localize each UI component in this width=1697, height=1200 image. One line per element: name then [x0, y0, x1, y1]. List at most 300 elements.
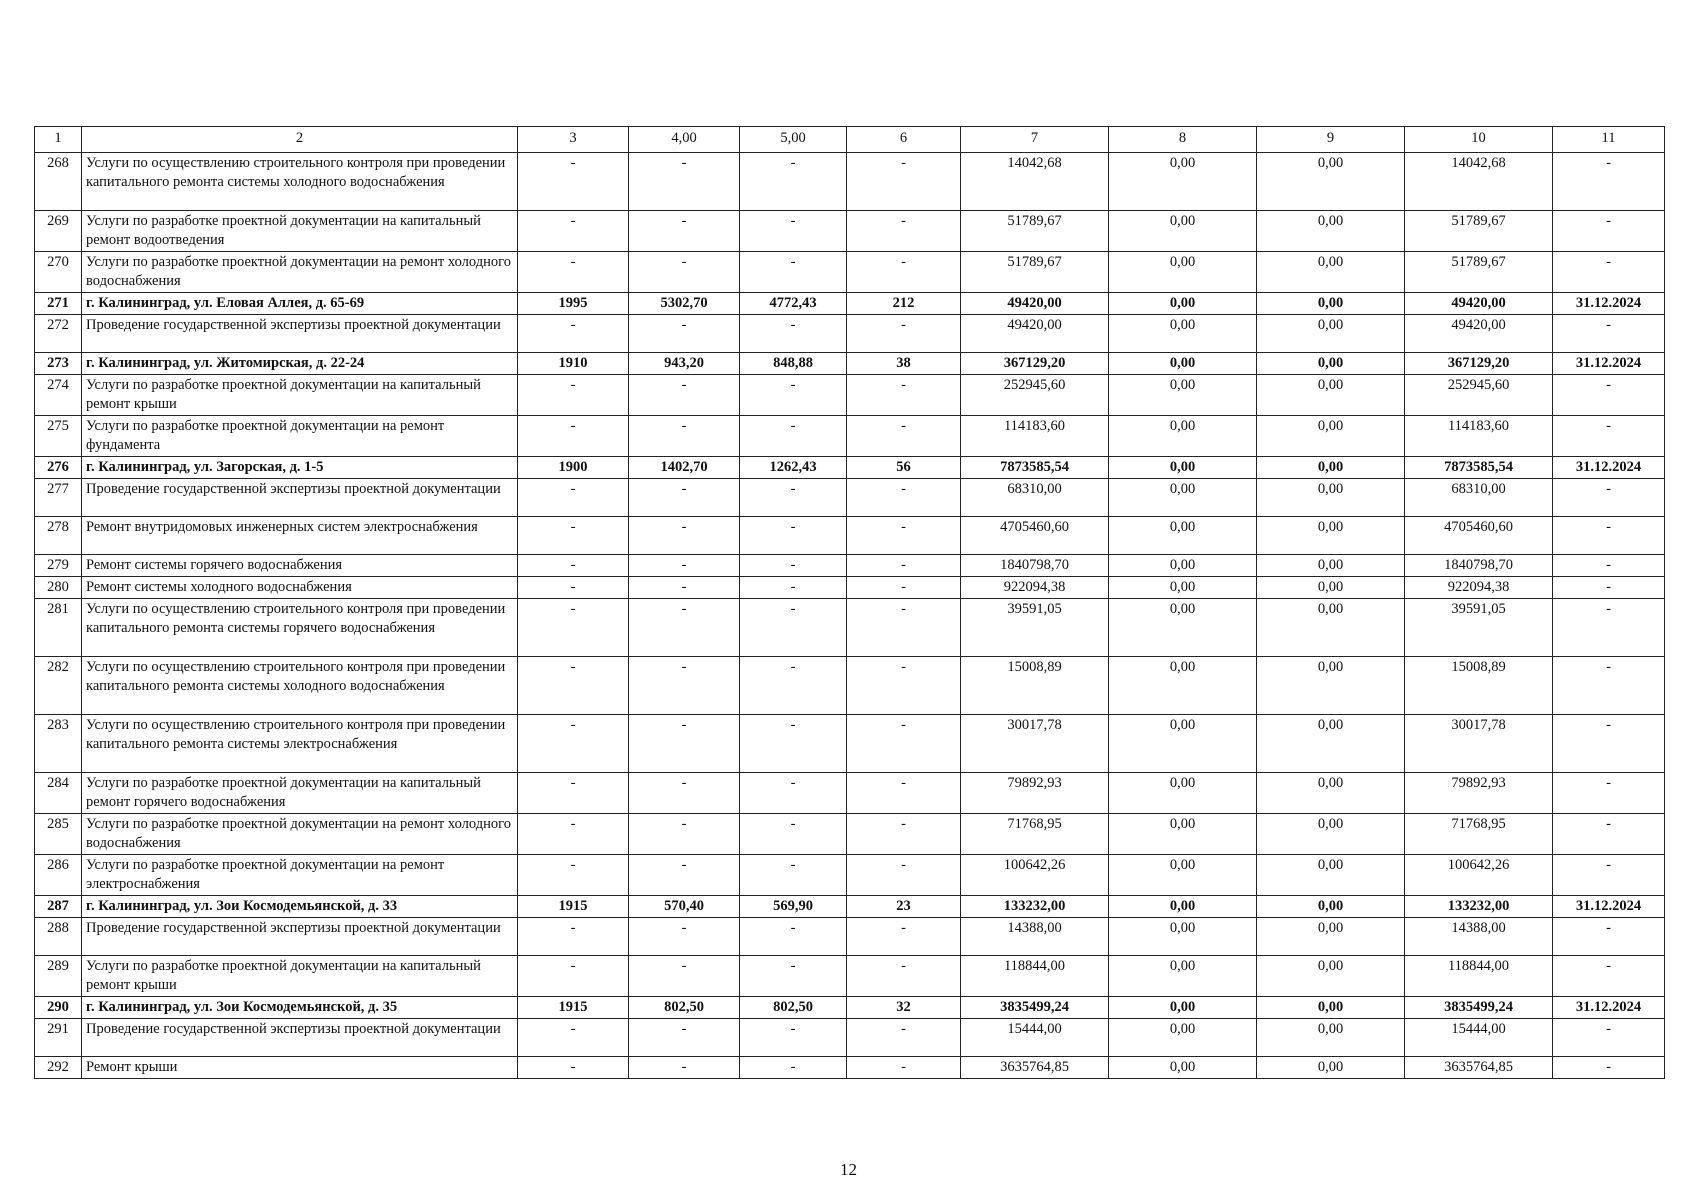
- living-area: 4772,43: [740, 293, 847, 315]
- total-area: -: [629, 479, 740, 517]
- work-description: Ремонт внутридомовых инженерных систем электроснабжения: [82, 517, 518, 555]
- residents-count: -: [847, 153, 961, 211]
- residents-count: -: [847, 715, 961, 773]
- owner-funds: 15444,00: [1405, 1019, 1553, 1057]
- total-cost: 252945,60: [961, 375, 1109, 416]
- living-area: -: [740, 315, 847, 353]
- work-description: Услуги по осуществлению строительного контроля при проведении капитального ремонта системы горячего водоснабжения: [82, 599, 518, 657]
- residents-count: -: [847, 1019, 961, 1057]
- residents-count: -: [847, 555, 961, 577]
- row-number: 270: [35, 252, 82, 293]
- row-number: 268: [35, 153, 82, 211]
- year-built: 1900: [518, 457, 629, 479]
- table-row: [35, 855, 1665, 896]
- fund-cost: 0,00: [1109, 353, 1257, 375]
- completion-date: -: [1553, 1019, 1665, 1057]
- budget-cost: 0,00: [1257, 855, 1405, 896]
- residents-count: -: [847, 315, 961, 353]
- living-area: -: [740, 577, 847, 599]
- residents-count: 56: [847, 457, 961, 479]
- work-description: Услуги по осуществлению строительного контроля при проведении капитального ремонта системы холодного водоснабжения: [82, 657, 518, 715]
- living-area: -: [740, 657, 847, 715]
- residents-count: -: [847, 599, 961, 657]
- year-built: -: [518, 1057, 629, 1079]
- header-col-3: 3: [518, 127, 629, 153]
- row-number: 284: [35, 773, 82, 814]
- header-col-2: 2: [82, 127, 518, 153]
- budget-cost: 0,00: [1257, 773, 1405, 814]
- fund-cost: 0,00: [1109, 252, 1257, 293]
- work-description: Ремонт крыши: [82, 1057, 518, 1079]
- fund-cost: 0,00: [1109, 293, 1257, 315]
- fund-cost: 0,00: [1109, 479, 1257, 517]
- total-area: -: [629, 315, 740, 353]
- living-area: -: [740, 715, 847, 773]
- table-row: [35, 293, 1665, 315]
- table-row: [35, 1057, 1665, 1079]
- fund-cost: 0,00: [1109, 211, 1257, 252]
- residents-count: -: [847, 416, 961, 457]
- table-row: [35, 657, 1665, 715]
- total-area: -: [629, 1019, 740, 1057]
- header-col-9: 9: [1257, 127, 1405, 153]
- year-built: -: [518, 814, 629, 855]
- year-built: 1915: [518, 896, 629, 918]
- work-description: Проведение государственной экспертизы проектной документации: [82, 918, 518, 956]
- row-number: 281: [35, 599, 82, 657]
- residents-count: -: [847, 479, 961, 517]
- residents-count: 23: [847, 896, 961, 918]
- fund-cost: 0,00: [1109, 956, 1257, 997]
- living-area: -: [740, 252, 847, 293]
- year-built: -: [518, 416, 629, 457]
- work-description: Услуги по разработке проектной документации на капитальный ремонт водоотведения: [82, 211, 518, 252]
- budget-cost: 0,00: [1257, 1057, 1405, 1079]
- work-description: Услуги по разработке проектной документации на ремонт холодного водоснабжения: [82, 252, 518, 293]
- budget-cost: 0,00: [1257, 315, 1405, 353]
- year-built: -: [518, 315, 629, 353]
- total-cost: 14042,68: [961, 153, 1109, 211]
- owner-funds: 49420,00: [1405, 293, 1553, 315]
- work-description: г. Калининград, ул. Житомирская, д. 22-24: [82, 353, 518, 375]
- work-description: Услуги по разработке проектной документации на капитальный ремонт крыши: [82, 956, 518, 997]
- budget-cost: 0,00: [1257, 252, 1405, 293]
- total-cost: 4705460,60: [961, 517, 1109, 555]
- fund-cost: 0,00: [1109, 457, 1257, 479]
- total-area: -: [629, 918, 740, 956]
- budget-cost: 0,00: [1257, 657, 1405, 715]
- total-cost: 3635764,85: [961, 1057, 1109, 1079]
- row-number: 282: [35, 657, 82, 715]
- total-area: 1402,70: [629, 457, 740, 479]
- living-area: -: [740, 918, 847, 956]
- completion-date: -: [1553, 715, 1665, 773]
- budget-cost: 0,00: [1257, 956, 1405, 997]
- residents-count: -: [847, 956, 961, 997]
- year-built: -: [518, 577, 629, 599]
- residents-count: -: [847, 375, 961, 416]
- table-row: [35, 353, 1665, 375]
- total-cost: 14388,00: [961, 918, 1109, 956]
- completion-date: 31.12.2024: [1553, 293, 1665, 315]
- residents-count: -: [847, 211, 961, 252]
- completion-date: -: [1553, 599, 1665, 657]
- total-area: 5302,70: [629, 293, 740, 315]
- owner-funds: 7873585,54: [1405, 457, 1553, 479]
- completion-date: -: [1553, 956, 1665, 997]
- total-cost: 7873585,54: [961, 457, 1109, 479]
- total-area: -: [629, 555, 740, 577]
- fund-cost: 0,00: [1109, 375, 1257, 416]
- total-area: -: [629, 956, 740, 997]
- residents-count: -: [847, 918, 961, 956]
- fund-cost: 0,00: [1109, 657, 1257, 715]
- living-area: -: [740, 814, 847, 855]
- owner-funds: 49420,00: [1405, 315, 1553, 353]
- residents-count: -: [847, 252, 961, 293]
- fund-cost: 0,00: [1109, 773, 1257, 814]
- header-col-7: 7: [961, 127, 1109, 153]
- residents-count: -: [847, 517, 961, 555]
- work-description: Услуги по разработке проектной документации на ремонт холодного водоснабжения: [82, 814, 518, 855]
- total-cost: 68310,00: [961, 479, 1109, 517]
- budget-cost: 0,00: [1257, 715, 1405, 773]
- owner-funds: 71768,95: [1405, 814, 1553, 855]
- residents-count: -: [847, 773, 961, 814]
- living-area: -: [740, 773, 847, 814]
- owner-funds: 114183,60: [1405, 416, 1553, 457]
- completion-date: -: [1553, 153, 1665, 211]
- budget-cost: 0,00: [1257, 353, 1405, 375]
- table-row: [35, 252, 1665, 293]
- owner-funds: 68310,00: [1405, 479, 1553, 517]
- residents-count: -: [847, 657, 961, 715]
- work-description: Проведение государственной экспертизы проектной документации: [82, 315, 518, 353]
- fund-cost: 0,00: [1109, 315, 1257, 353]
- table-row: [35, 479, 1665, 517]
- table-row: [35, 211, 1665, 252]
- year-built: -: [518, 599, 629, 657]
- living-area: -: [740, 375, 847, 416]
- completion-date: -: [1553, 315, 1665, 353]
- work-description: Услуги по разработке проектной документации на капитальный ремонт крыши: [82, 375, 518, 416]
- owner-funds: 51789,67: [1405, 252, 1553, 293]
- budget-cost: 0,00: [1257, 997, 1405, 1019]
- year-built: -: [518, 657, 629, 715]
- completion-date: -: [1553, 814, 1665, 855]
- total-cost: 39591,05: [961, 599, 1109, 657]
- completion-date: -: [1553, 577, 1665, 599]
- completion-date: -: [1553, 517, 1665, 555]
- table-row: [35, 896, 1665, 918]
- living-area: -: [740, 479, 847, 517]
- total-cost: 1840798,70: [961, 555, 1109, 577]
- completion-date: -: [1553, 252, 1665, 293]
- budget-cost: 0,00: [1257, 293, 1405, 315]
- budget-cost: 0,00: [1257, 599, 1405, 657]
- header-col-8: 8: [1109, 127, 1257, 153]
- fund-cost: 0,00: [1109, 153, 1257, 211]
- row-number: 286: [35, 855, 82, 896]
- work-description: Проведение государственной экспертизы проектной документации: [82, 1019, 518, 1057]
- living-area: -: [740, 855, 847, 896]
- year-built: -: [518, 375, 629, 416]
- total-cost: 49420,00: [961, 293, 1109, 315]
- header-col-5: 5,00: [740, 127, 847, 153]
- total-cost: 51789,67: [961, 211, 1109, 252]
- column-number-row: [35, 127, 1665, 153]
- total-area: -: [629, 773, 740, 814]
- header-col-11: 11: [1553, 127, 1665, 153]
- budget-cost: 0,00: [1257, 416, 1405, 457]
- total-area: -: [629, 577, 740, 599]
- completion-date: -: [1553, 375, 1665, 416]
- owner-funds: 51789,67: [1405, 211, 1553, 252]
- total-cost: 15444,00: [961, 1019, 1109, 1057]
- table-row: [35, 1019, 1665, 1057]
- completion-date: -: [1553, 918, 1665, 956]
- total-area: -: [629, 715, 740, 773]
- work-description: Услуги по разработке проектной документации на ремонт электроснабжения: [82, 855, 518, 896]
- table-row: [35, 517, 1665, 555]
- total-area: 570,40: [629, 896, 740, 918]
- fund-cost: 0,00: [1109, 997, 1257, 1019]
- owner-funds: 118844,00: [1405, 956, 1553, 997]
- completion-date: 31.12.2024: [1553, 997, 1665, 1019]
- year-built: 1995: [518, 293, 629, 315]
- owner-funds: 3835499,24: [1405, 997, 1553, 1019]
- row-number: 283: [35, 715, 82, 773]
- work-description: Ремонт системы холодного водоснабжения: [82, 577, 518, 599]
- work-description: Услуги по осуществлению строительного контроля при проведении капитального ремонта системы холодного водоснабжения: [82, 153, 518, 211]
- row-number: 276: [35, 457, 82, 479]
- total-area: 802,50: [629, 997, 740, 1019]
- total-area: 943,20: [629, 353, 740, 375]
- budget-cost: 0,00: [1257, 555, 1405, 577]
- completion-date: -: [1553, 773, 1665, 814]
- fund-cost: 0,00: [1109, 814, 1257, 855]
- work-description: г. Калининград, ул. Зои Космодемьянской, д. 35: [82, 997, 518, 1019]
- fund-cost: 0,00: [1109, 517, 1257, 555]
- owner-funds: 1840798,70: [1405, 555, 1553, 577]
- residents-count: -: [847, 1057, 961, 1079]
- living-area: -: [740, 599, 847, 657]
- work-description: г. Калининград, ул. Зои Космодемьянской, д. 33: [82, 896, 518, 918]
- living-area: 802,50: [740, 997, 847, 1019]
- total-cost: 100642,26: [961, 855, 1109, 896]
- table-row: [35, 773, 1665, 814]
- total-area: -: [629, 657, 740, 715]
- table-row: [35, 457, 1665, 479]
- residents-count: -: [847, 855, 961, 896]
- fund-cost: 0,00: [1109, 918, 1257, 956]
- owner-funds: 79892,93: [1405, 773, 1553, 814]
- owner-funds: 100642,26: [1405, 855, 1553, 896]
- total-area: -: [629, 252, 740, 293]
- fund-cost: 0,00: [1109, 1057, 1257, 1079]
- row-number: 291: [35, 1019, 82, 1057]
- row-number: 269: [35, 211, 82, 252]
- budget-cost: 0,00: [1257, 153, 1405, 211]
- total-cost: 49420,00: [961, 315, 1109, 353]
- total-cost: 3835499,24: [961, 997, 1109, 1019]
- row-number: 272: [35, 315, 82, 353]
- budget-cost: 0,00: [1257, 896, 1405, 918]
- table-row: [35, 375, 1665, 416]
- total-area: -: [629, 1057, 740, 1079]
- row-number: 288: [35, 918, 82, 956]
- fund-cost: 0,00: [1109, 555, 1257, 577]
- year-built: -: [518, 773, 629, 814]
- row-number: 290: [35, 997, 82, 1019]
- year-built: -: [518, 153, 629, 211]
- completion-date: 31.12.2024: [1553, 896, 1665, 918]
- work-description: г. Калининград, ул. Загорская, д. 1-5: [82, 457, 518, 479]
- year-built: -: [518, 555, 629, 577]
- fund-cost: 0,00: [1109, 577, 1257, 599]
- residents-count: -: [847, 814, 961, 855]
- living-area: -: [740, 416, 847, 457]
- table-row: [35, 577, 1665, 599]
- total-area: -: [629, 814, 740, 855]
- year-built: -: [518, 1019, 629, 1057]
- owner-funds: 922094,38: [1405, 577, 1553, 599]
- residents-count: -: [847, 577, 961, 599]
- completion-date: -: [1553, 211, 1665, 252]
- living-area: -: [740, 211, 847, 252]
- living-area: 848,88: [740, 353, 847, 375]
- living-area: 1262,43: [740, 457, 847, 479]
- budget-cost: 0,00: [1257, 1019, 1405, 1057]
- completion-date: 31.12.2024: [1553, 457, 1665, 479]
- work-description: г. Калининград, ул. Еловая Аллея, д. 65-69: [82, 293, 518, 315]
- row-number: 274: [35, 375, 82, 416]
- table-row: [35, 555, 1665, 577]
- row-number: 275: [35, 416, 82, 457]
- budget-cost: 0,00: [1257, 457, 1405, 479]
- fund-cost: 0,00: [1109, 416, 1257, 457]
- total-cost: 114183,60: [961, 416, 1109, 457]
- owner-funds: 367129,20: [1405, 353, 1553, 375]
- row-number: 285: [35, 814, 82, 855]
- work-description: Услуги по осуществлению строительного контроля при проведении капитального ремонта системы электроснабжения: [82, 715, 518, 773]
- table-row: [35, 956, 1665, 997]
- budget-cost: 0,00: [1257, 814, 1405, 855]
- owner-funds: 14042,68: [1405, 153, 1553, 211]
- owner-funds: 4705460,60: [1405, 517, 1553, 555]
- year-built: 1915: [518, 997, 629, 1019]
- work-description: Услуги по разработке проектной документации на капитальный ремонт горячего водоснабжения: [82, 773, 518, 814]
- budget-cost: 0,00: [1257, 517, 1405, 555]
- header-col-10: 10: [1405, 127, 1553, 153]
- table-body: [35, 153, 1665, 1079]
- living-area: 569,90: [740, 896, 847, 918]
- year-built: -: [518, 211, 629, 252]
- total-area: -: [629, 375, 740, 416]
- table-row: [35, 599, 1665, 657]
- completion-date: 31.12.2024: [1553, 353, 1665, 375]
- header-col-1: 1: [35, 127, 82, 153]
- header-col-4: 4,00: [629, 127, 740, 153]
- completion-date: -: [1553, 855, 1665, 896]
- living-area: -: [740, 1019, 847, 1057]
- owner-funds: 30017,78: [1405, 715, 1553, 773]
- page-number: 12: [840, 1160, 857, 1179]
- total-cost: 15008,89: [961, 657, 1109, 715]
- completion-date: -: [1553, 416, 1665, 457]
- total-cost: 79892,93: [961, 773, 1109, 814]
- year-built: -: [518, 956, 629, 997]
- row-number: 271: [35, 293, 82, 315]
- year-built: 1910: [518, 353, 629, 375]
- total-area: -: [629, 153, 740, 211]
- table-row: [35, 153, 1665, 211]
- year-built: -: [518, 855, 629, 896]
- header-col-6: 6: [847, 127, 961, 153]
- year-built: -: [518, 918, 629, 956]
- budget-cost: 0,00: [1257, 577, 1405, 599]
- year-built: -: [518, 715, 629, 773]
- year-built: -: [518, 252, 629, 293]
- row-number: 277: [35, 479, 82, 517]
- owner-funds: 15008,89: [1405, 657, 1553, 715]
- total-area: -: [629, 517, 740, 555]
- living-area: -: [740, 1057, 847, 1079]
- living-area: -: [740, 956, 847, 997]
- row-number: 278: [35, 517, 82, 555]
- total-cost: 30017,78: [961, 715, 1109, 773]
- year-built: -: [518, 517, 629, 555]
- budget-cost: 0,00: [1257, 479, 1405, 517]
- owner-funds: 14388,00: [1405, 918, 1553, 956]
- owner-funds: 3635764,85: [1405, 1057, 1553, 1079]
- table-row: [35, 918, 1665, 956]
- completion-date: -: [1553, 657, 1665, 715]
- row-number: 279: [35, 555, 82, 577]
- total-area: -: [629, 416, 740, 457]
- row-number: 292: [35, 1057, 82, 1079]
- table-row: [35, 997, 1665, 1019]
- fund-cost: 0,00: [1109, 715, 1257, 773]
- total-area: -: [629, 599, 740, 657]
- fund-cost: 0,00: [1109, 896, 1257, 918]
- living-area: -: [740, 517, 847, 555]
- total-cost: 922094,38: [961, 577, 1109, 599]
- owner-funds: 39591,05: [1405, 599, 1553, 657]
- total-area: -: [629, 855, 740, 896]
- residents-count: 38: [847, 353, 961, 375]
- total-cost: 71768,95: [961, 814, 1109, 855]
- completion-date: -: [1553, 479, 1665, 517]
- total-cost: 51789,67: [961, 252, 1109, 293]
- owner-funds: 133232,00: [1405, 896, 1553, 918]
- living-area: -: [740, 555, 847, 577]
- budget-cost: 0,00: [1257, 211, 1405, 252]
- budget-cost: 0,00: [1257, 918, 1405, 956]
- total-cost: 118844,00: [961, 956, 1109, 997]
- budget-cost: 0,00: [1257, 375, 1405, 416]
- work-description: Услуги по разработке проектной документации на ремонт фундамента: [82, 416, 518, 457]
- row-number: 289: [35, 956, 82, 997]
- work-description: Ремонт системы горячего водоснабжения: [82, 555, 518, 577]
- fund-cost: 0,00: [1109, 599, 1257, 657]
- completion-date: -: [1553, 555, 1665, 577]
- total-cost: 133232,00: [961, 896, 1109, 918]
- residents-count: 32: [847, 997, 961, 1019]
- table-row: [35, 715, 1665, 773]
- total-cost: 367129,20: [961, 353, 1109, 375]
- completion-date: -: [1553, 1057, 1665, 1079]
